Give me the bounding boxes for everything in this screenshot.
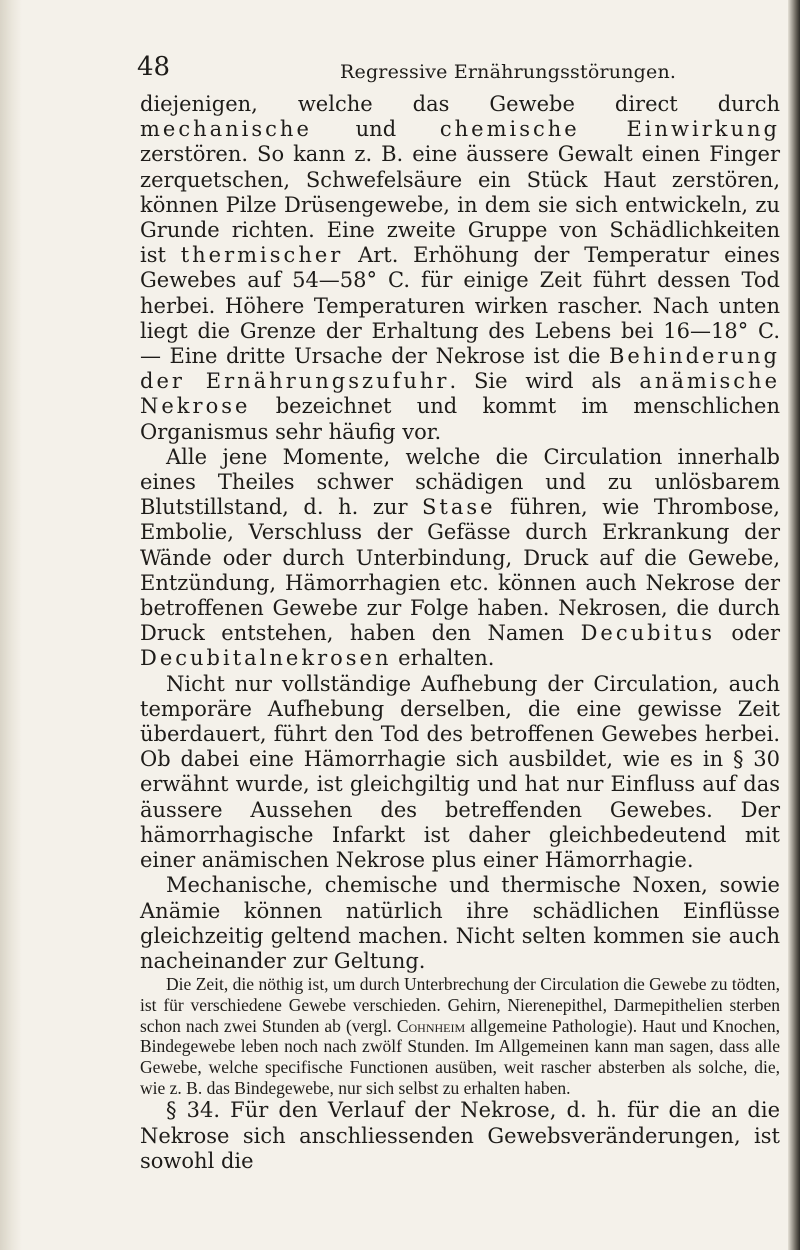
text-run: führen, wie Thrombose, Embolie, Verschluss der Gefässe durch Erkrankung der Wände oder durch Unterbindung, Druck auf die Gewebe, Entzündung, Hämorrhagien etc. können auch Nekrose der betroffenen Gewebe zur Folge haben. Nekrosen, die durch Druck entstehen, haben den Namen <box>140 495 780 646</box>
text-run: Die Zeit, die nöthig ist, um durch Unterbrechung der Circulation die Gewebe zu tödten, ist für verschiedene Gewebe verschieden. Gehirn, Nierenepithel, Darmepithelien sterben schon nach zwei Stunden ab (vergl. <box>140 974 780 1036</box>
spaced-term: thermischer <box>180 243 344 268</box>
text-run: oder <box>715 621 780 646</box>
spaced-term: Decubitalnekrosen <box>140 646 392 671</box>
page-header <box>137 52 780 88</box>
section-34-start: § 34. Für den Verlauf der Nekrose, d. h. für die an die Nekrose sich anschliessenden Gewebsveränderungen, ist sowohl die <box>140 1098 780 1173</box>
spaced-term: Stase <box>422 495 496 520</box>
text-run: Alle jene Momente, welche die Circulation innerhalb eines Theiles schwer schädigen und zu unlösbarem Blutstillstand, d. h. zur <box>140 444 780 520</box>
body-text <box>140 92 780 1174</box>
text-run: . Sie wird als <box>449 369 640 394</box>
spaced-term: Behinderung der Ernährungszufuhr <box>140 344 780 394</box>
spaced-term: chemische Einwirkung <box>439 117 780 142</box>
text-run: bezeichnet und kommt im menschlichen Organismus sehr häufig vor. <box>140 394 780 444</box>
page-number: 48 <box>137 52 171 82</box>
running-head: Regressive Ernährungsstörungen. <box>340 61 677 83</box>
paragraph-2 <box>140 445 780 672</box>
paragraph-1 <box>140 92 780 445</box>
text-run: und <box>311 117 440 142</box>
text-run: diejenigen, welche das Gewebe direct durch <box>140 92 780 116</box>
paragraph-3: Nicht nur vollständige Aufhebung der Circulation, auch temporäre Aufhebung derselben, die eine gewisse Zeit überdauert, führt den Tod des betroffenen Gewebes herbei. Ob dabei eine Hämorrhagie sich ausbildet, wie es in § 30 erwähnt wurde, ist gleichgiltig und hat nur Einfluss auf das äussere Aussehen des betreffenden Gewebes. Der hämorrhagische Infarkt ist daher gleichbedeutend mit einer anämischen Nekrose plus einer Hämorrhagie. <box>140 671 780 873</box>
spaced-term: Decubitus <box>580 621 716 646</box>
text-run: zerstören. So kann z. B. eine äussere Gewalt einen Finger zerquetschen, Schwefelsäure ein Stück Haut zerstören, können Pilze Drüsengewebe, in dem sie sich entwickeln, zu Grunde richten. Eine zweite Gruppe von Schädlichkeiten ist <box>140 142 780 268</box>
spaced-term: mechanische <box>140 117 312 142</box>
paragraph-4: Mechanische, chemische und thermische Noxen, sowie Anämie können natürlich ihre schädlichen Einflüsse gleichzeitig geltend machen. Nicht selten kommen sie auch nacheinander zur Geltung. <box>140 873 780 973</box>
small-print-note <box>140 974 780 1098</box>
spaced-term: anämische Nekrose <box>140 369 780 419</box>
text-run: erhalten. <box>391 646 495 671</box>
text-run: allgemeine Pathologie). Haut und Knochen, Bindegewebe leben noch nach zwölf Stunden. Im Allgemeinen kann man sagen, dass alle Gewebe, welche specifische Functionen ausüben, weit rascher absterben als solche, die, wie z. B. das Bindegewebe, nur sich selbst zu erhalten haben. <box>140 1015 781 1098</box>
text-run: Art. Erhöhung der Temperatur eines Gewebes auf 54—58° C. für einige Zeit führt dessen Tod herbei. Höhere Temperaturen wirken rascher. Nach unten liegt die Grenze der Erhaltung des Lebens bei 16—18° C. — Eine dritte Ursache der Nekrose ist die <box>140 243 781 369</box>
author-name: Cohnheim <box>396 1015 466 1036</box>
